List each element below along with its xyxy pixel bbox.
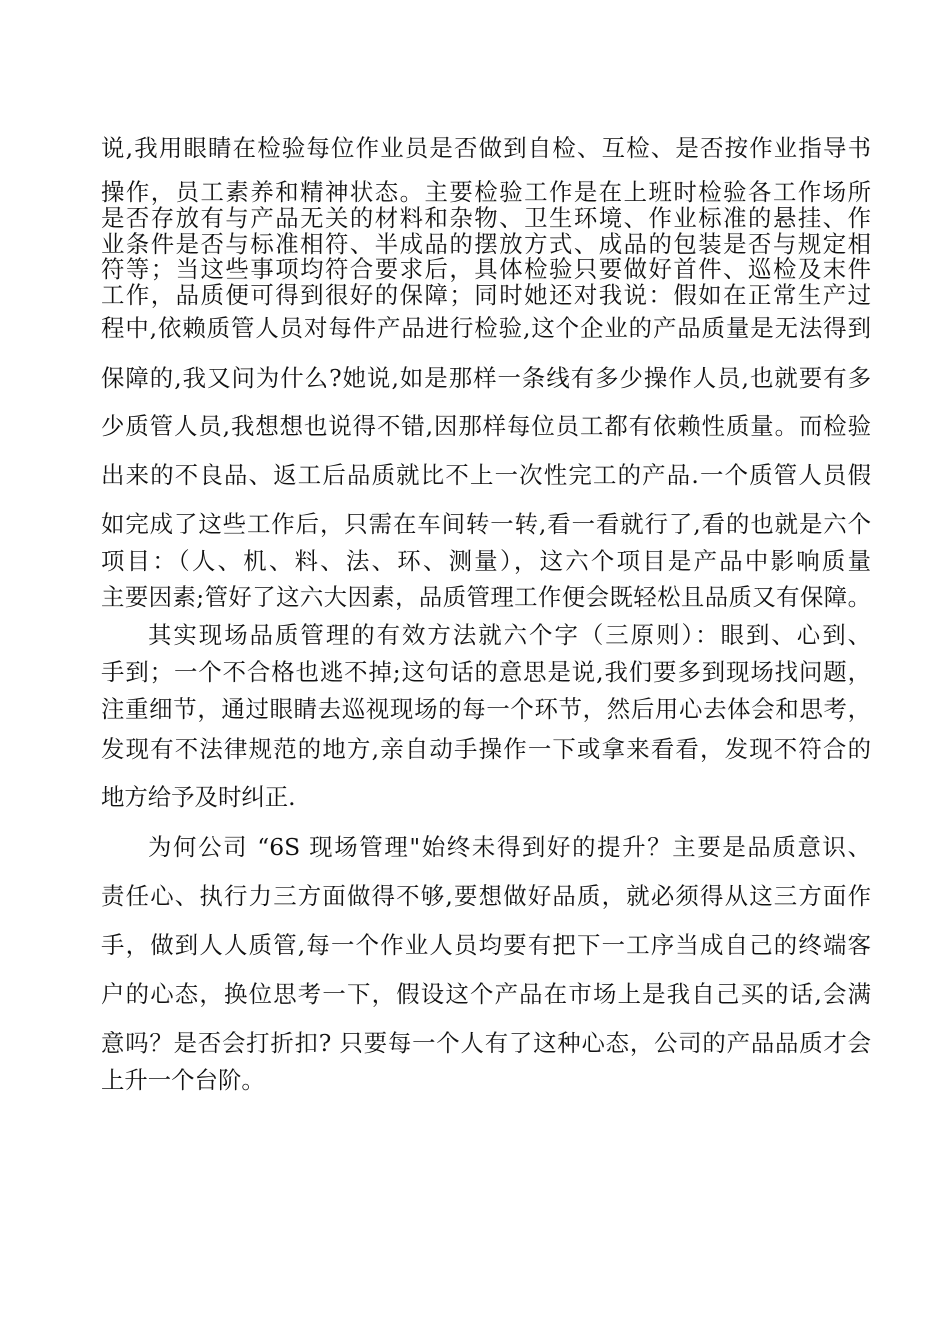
text-line: 项目：（人、机、料、法、环、测量），这六个项目是产品中影响质量 [101,547,871,575]
text-line: 是否存放有与产品无关的材料和杂物、卫生环境、作业标准的悬挂、作 [101,204,871,232]
paragraph-first-line: 为何公司 “6S 现场管理"始终未得到好的提升？主要是品质意识、 [148,833,871,861]
text-line: 保障的,我又问为什么?她说,如是那样一条线有多少操作人员,也就要有多 [101,364,871,392]
text-line: 符等；当这些事项均符合要求后，具体检验只要做好首件、巡检及末件 [101,255,871,283]
text-line: 手到；一个不合格也逃不掉;这句话的意思是说,我们要多到现场找问题， [101,658,871,686]
text-line: 程中,依赖质管人员对每件产品进行检验,这个企业的产品质量是无法得到 [101,314,871,342]
text-line: 户的心态，换位思考一下，假设这个产品在市场上是我自己买的话,会满 [101,980,871,1008]
text-line: 少质管人员,我想想也说得不错,因那样每位员工都有依赖性质量。而检验 [101,412,871,440]
text-line: 如完成了这些工作后，只需在车间转一转,看一看就行了,看的也就是六个 [101,510,871,538]
text-line: 地方给予及时纠正. [101,783,296,811]
text-line: 出来的不良品、返工后品质就比不上一次性完工的产品.一个质管人员假 [101,461,871,489]
paragraph-first-line: 其实现场品质管理的有效方法就六个字（三原则）：眼到、心到、 [148,621,871,649]
text-line: 手，做到人人质管,每一个作业人员均要有把下一工序当成自己的终端客 [101,931,871,959]
text-line: 主要因素;管好了这六大因素，品质管理工作便会既轻松且品质又有保障。 [101,583,871,611]
text-line: 发现有不法律规范的地方,亲自动手操作一下或拿来看看，发现不符合的 [101,735,871,763]
text-line: 注重细节，通过眼睛去巡视现场的每一个环节，然后用心去体会和思考， [101,695,871,723]
text-line: 责任心、执行力三方面做得不够,要想做好品质，就必须得从这三方面作 [101,882,871,910]
text-line: 工作，品质便可得到很好的保障；同时她还对我说：假如在正常生产过 [101,281,871,309]
text-line: 说,我用眼睛在检验每位作业员是否做到自检、互检、是否按作业指导书 [101,134,871,162]
text-line: 业条件是否与标准相符、半成品的摆放方式、成品的包装是否与规定相 [101,230,871,258]
text-line: 操作，员工素养和精神状态。主要检验工作是在上班时检验各工作场所 [101,178,871,206]
text-line: 意吗？是否会打折扣? 只要每一个人有了这种心态，公司的产品品质才会 [101,1029,871,1057]
text-line: 上升一个台阶。 [101,1066,265,1094]
